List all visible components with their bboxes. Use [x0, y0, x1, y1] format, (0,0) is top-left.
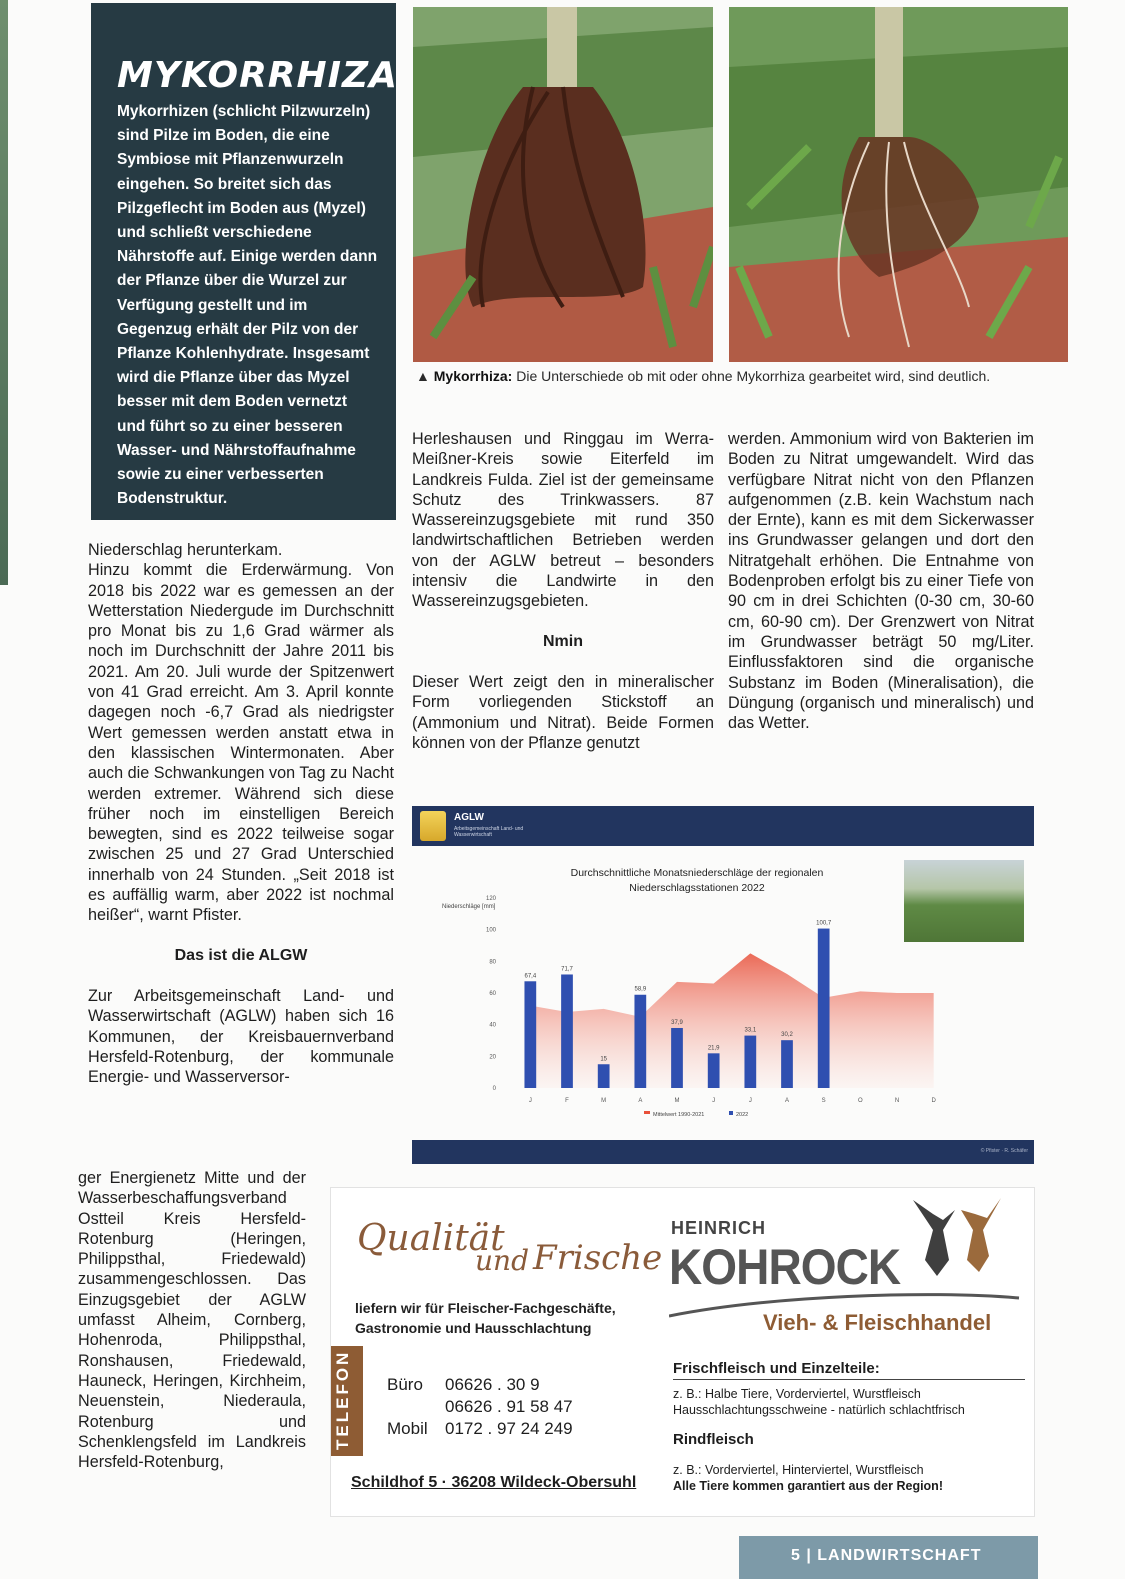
bar-data-label: 33,1 — [744, 1027, 757, 1034]
bar-2022 — [598, 1064, 610, 1088]
paragraph: Niederschlag herunterkam. — [88, 541, 283, 559]
bar-2022 — [634, 995, 646, 1088]
bar-2022 — [818, 929, 830, 1088]
x-tick-label: F — [565, 1098, 569, 1104]
precipitation-chart-panel — [412, 806, 1034, 1164]
bar-data-label: 15 — [600, 1056, 608, 1063]
column-right — [728, 429, 1034, 733]
slogan-word-3: Frische — [533, 1238, 663, 1278]
bar-data-label: 30,2 — [781, 1032, 793, 1039]
x-tick-label: O — [857, 1098, 863, 1104]
x-tick-label: D — [931, 1098, 936, 1104]
paragraph: ger Energienetz Mitte und der Wasserbeschaffungsverband Ostteil Kreis Hersfeld-Rotenburg (Heringen, Philippsthal, Friedewald) zusammengeschlossen. Das Einzugsgebiet der AGLW umfasst Alheim, Cornberg, Hohenroda, Philippsthal, Ronshausen, Friedewald, Hauneck, Heringen, Kirchheim, Neuenstein, Niederaula, Rotenburg und Schenklengsfeld im Landkreis Hersfeld-Rotenburg, — [78, 1169, 306, 1472]
bar-2022 — [561, 974, 573, 1088]
x-tick-label: M — [674, 1098, 680, 1104]
phone-label: TELEFON — [333, 1349, 352, 1450]
section-heading-algw: Das ist die ALGW — [174, 946, 308, 964]
bar-data-label: 71,7 — [561, 966, 573, 973]
ad-address: Schildhof 5 · 36208 Wildeck-Obersuhl — [351, 1474, 637, 1491]
caption-text: Die Unterschiede ob mit oder ohne Mykorrhiza gearbeitet wird, sind deutlich. — [512, 368, 991, 384]
legend-label-2022: 2022 — [736, 1112, 749, 1118]
brand-name: KOHROCK — [669, 1239, 901, 1295]
ad-section-text: Alle Tiere kommen garantiert aus der Region! — [673, 1479, 943, 1493]
paragraph: Herleshausen und Ringgau im Werra-Meißner-Kreis sowie Eiterfeld im Landkreis Fulda. Ziel ist der gemeinsame Schutz des Trinkwassers. 87 Wassereinzugsgebiete mit rund 350 landwirtschaftlichen Betrieben werden von der AGLW betreut – besonders intensiv die Landwirte in den Wassereinzugsgebieten. — [412, 430, 714, 611]
x-tick-label: N — [894, 1098, 900, 1104]
contact-kind — [387, 1396, 445, 1418]
chart-header-bar — [412, 806, 1034, 846]
y-axis-label: Niederschläge [mm] — [442, 904, 496, 910]
slogan-word-2: und — [475, 1244, 529, 1277]
aglw-logo-subtext: Arbeitsgemeinschaft Land- und Wasserwirtschaft — [454, 826, 524, 838]
ad-section-heading: Rindfleisch — [673, 1431, 754, 1448]
contact-kind: Mobil — [387, 1419, 428, 1438]
y-tick-label: 40 — [489, 1022, 496, 1029]
page-footer-label: 5 | LANDWIRTSCHAFT — [739, 1536, 1038, 1579]
bar-2022 — [671, 1028, 683, 1088]
contact-number: 0172 . 97 24 249 — [445, 1419, 573, 1438]
column-left-upper — [88, 540, 394, 1087]
chart-footer-bar — [412, 1140, 1034, 1164]
bar-data-label: 58,9 — [634, 986, 647, 993]
brand-first-name: HEINRICH — [671, 1218, 767, 1238]
column-middle — [412, 429, 714, 753]
brand-tagline: Vieh- & Fleischhandel — [763, 1310, 992, 1335]
contact-row — [387, 1418, 573, 1440]
contact-kind: Büro — [387, 1375, 423, 1394]
caption-triangle-icon: ▲ — [416, 368, 434, 384]
cow-head-icon — [903, 1190, 1005, 1278]
contact-list — [387, 1374, 573, 1440]
chart-plot — [412, 846, 1034, 1136]
aglw-logo-icon — [420, 811, 446, 841]
contact-number: 06626 . 91 58 47 — [445, 1397, 573, 1416]
kohrock-advertisement — [330, 1187, 1035, 1517]
root-photo-without-mykorrhiza — [729, 7, 1068, 362]
x-tick-label: A — [784, 1098, 790, 1104]
x-tick-label: A — [638, 1098, 643, 1104]
bar-data-label: 100,7 — [816, 920, 832, 927]
y-tick-label: 0 — [492, 1086, 496, 1092]
legend-swatch-2022 — [729, 1111, 733, 1115]
paragraph: Hinzu kommt die Erderwärmung. Von 2018 bis 2022 war es gemessen an der Wetterstation Niedergude im Durchschnitt pro Monat bis zu 1,6 Grad wärmer als noch im Durchschnitt der Jahre 2011 bis 2021. Am 20. Juli wurde der Spitzenwert von 41 Grad erreicht. Am 3. April konnte dagegen noch -6,7 Grad als niedrigster Wert gemessen werden anstatt etwa in den klassischen Wintermonaten. Aber auch die Schwankungen von Tag zu Nacht werden extremer. Während sich diese früher noch im einstelligen Bereich bewegten, sind es 2022 teilweise sogar zwischen 25 und 27 Grad Unterschied innerhalb von 24 Stunden. „Seit 2018 ist es auffällig warm, aber 2022 ist nochmal heißer“, warnt Pfister. — [88, 561, 394, 925]
caption-bold: Mykorrhiza: — [433, 368, 513, 384]
ad-description: liefern wir für Fleischer-Fachgeschäfte, Gastronomie und Hausschlachtung — [355, 1300, 616, 1336]
ad-section-text: z. B.: Halbe Tiere, Vorderviertel, Wurstfleisch — [673, 1387, 921, 1401]
x-tick-label: M — [601, 1098, 607, 1104]
photo-caption — [416, 365, 1048, 388]
contact-number: 06626 . 30 9 — [445, 1375, 540, 1394]
x-tick-label: J — [748, 1098, 752, 1104]
y-tick-label: 60 — [489, 991, 496, 997]
legend-label-mittelwert: Mittelwert 1990-2021 — [653, 1112, 705, 1118]
chart-title: Durchschnittliche Monatsniederschläge der regionalen Niederschlagsstationen 2022 — [570, 867, 824, 894]
slogan-word-1: Qualität — [357, 1218, 505, 1259]
bar-2022 — [524, 981, 536, 1088]
legend-swatch-mittelwert — [644, 1111, 650, 1114]
column-left-lower — [78, 1168, 306, 1472]
bar-2022 — [708, 1053, 720, 1088]
y-tick-label: 100 — [485, 927, 496, 934]
contact-row — [387, 1374, 573, 1396]
root-photo-with-mykorrhiza — [413, 7, 713, 362]
ad-section-heading: Frischfleisch und Einzelteile: — [673, 1360, 1025, 1380]
infobox-title: MYKORRHIZA — [117, 55, 399, 96]
area-series-mittelwert — [530, 953, 933, 1088]
bar-2022 — [781, 1040, 793, 1088]
y-tick-label: 80 — [489, 959, 496, 966]
paragraph: Dieser Wert zeigt den in mineralischer Form vorliegenden Stickstoff an (Ammonium und Nitrat). Beide Formen können von der Pflanze genutzt — [412, 672, 714, 752]
y-tick-label: 120 — [485, 896, 496, 902]
bar-data-label: 37,9 — [671, 1019, 683, 1026]
ad-section-text: Hausschlachtungsschweine - natürlich schlachtfrisch — [673, 1403, 965, 1417]
bar-data-label: 21,9 — [707, 1045, 720, 1052]
ad-section-text: z. B.: Vorderviertel, Hinterviertel, Wurstfleisch — [673, 1463, 924, 1477]
ad-slogan — [357, 1210, 663, 1290]
bar-data-label: 67,4 — [524, 973, 537, 980]
aglw-logo-text: AGLW — [454, 812, 484, 823]
x-tick-label: J — [712, 1098, 716, 1104]
bar-2022 — [744, 1036, 756, 1088]
paragraph: Zur Arbeitsgemeinschaft Land- und Wasserwirtschaft (AGLW) haben sich 16 Kommunen, der Kreisbauernverband Hersfeld-Rotenburg, der kommunale Energie- und Wasserversor- — [88, 986, 394, 1087]
contact-row — [387, 1396, 573, 1418]
chart-credit: © Pfister · R. Schäfer — [980, 1148, 1028, 1154]
section-heading-nmin: Nmin — [543, 632, 583, 650]
infobox-text: Mykorrhizen (schlicht Pilzwurzeln) sind Pilze im Boden, die eine Symbiose mit Pflanzenwurzeln eingehen. So breitet sich das Pilzgeflecht im Boden aus (Myzel) und schließt verschiedene Nährstoffe auf. Einige werden dann der Pflanze über die Wurzel zur Verfügung gestellt und im Gegenzug erhält der Pilz von der Pflanze Kohlenhydrate. Insgesamt wird die Pflanze über das Myzel besser mit dem Boden vernetzt und führt so zu einer besseren Wasser- und Nährstoffaufnahme sowie zu einer verbesserten Bodenstruktur. — [117, 103, 378, 508]
x-tick-label: S — [821, 1098, 826, 1104]
y-tick-label: 20 — [489, 1054, 496, 1061]
paragraph: werden. Ammonium wird von Bakterien im Boden zu Nitrat umgewandelt. Wird das verfügbare Nitrat nicht von den Pflanzen aufgenommen (z.B. kein Wachstum nach der Ernte), kann es mit dem Sickerwasser ins Grundwasser gelangen und dort den Nitratgehalt erhöhen. Die Entnahme von Bodenproben erfolgt bis zu einer Tiefe von 90 cm in drei Schichten (0-30 cm, 30-60 cm, 60-90 cm). Der Grenzwert von Nitrat im Grundwasser beträgt 50 mg/Liter. Einflussfaktoren sind die organische Substanz im Boden (Mineralisation), die Düngung (organisch und mineralisch) und das Wetter. — [728, 430, 1034, 733]
page-edge-strip — [0, 0, 8, 585]
x-tick-label: J — [528, 1098, 532, 1104]
mykorrhiza-infobox — [91, 3, 399, 520]
